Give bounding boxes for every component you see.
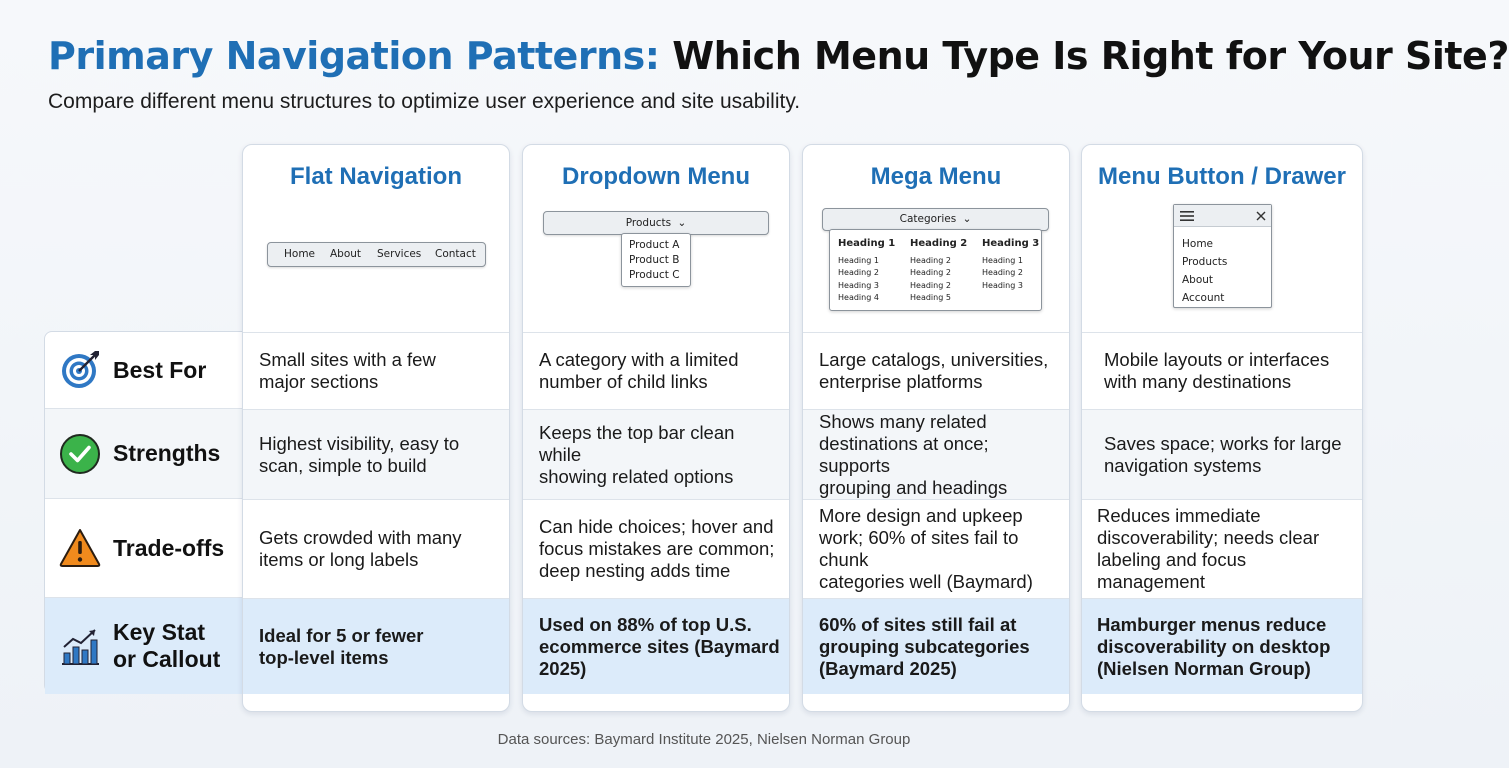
drawer-item: Products (1182, 256, 1228, 268)
cell-best-for (243, 332, 509, 409)
cell-key-stat (523, 598, 789, 694)
cell-line: discoverability on desktop (1097, 635, 1331, 657)
column-header (523, 145, 789, 332)
row-label-text-2: or Callout (113, 646, 221, 672)
close-icon (1256, 211, 1266, 221)
column-header (803, 145, 1069, 332)
cell-line: number of child links (539, 371, 708, 392)
column-menu-drawer (1081, 144, 1363, 712)
cell-line: top-level items (259, 646, 389, 668)
cell-line: Keeps the top bar clean while (539, 421, 735, 465)
mega-item: Heading 1 (982, 256, 1023, 265)
cell-line: Shows many related (819, 410, 987, 432)
cell-best-for (803, 332, 1069, 409)
cell-line: work; 60% of sites fail to chunk (819, 527, 1019, 570)
cell-line: A category with a limited (539, 349, 739, 370)
cell-line: Used on 88% of top U.S. (539, 613, 752, 635)
column-heading: Menu Button / Drawer (1097, 163, 1346, 190)
cell-tradeoffs (1082, 499, 1362, 598)
cell-line: navigation systems (1104, 454, 1262, 476)
flat-nav-item: About (330, 248, 362, 260)
row-label-tradeoffs (45, 499, 245, 598)
cell-line: destinations at once; supports (819, 432, 989, 476)
dropdown-list-mockup (621, 233, 691, 287)
cell-line: More design and upkeep (819, 505, 1023, 526)
cell-line: Highest visibility, easy to (259, 432, 460, 454)
mega-panel-mockup (829, 229, 1042, 311)
mega-item: Heading 2 (838, 268, 879, 278)
flat-nav-item: Contact (435, 248, 476, 260)
mega-group-items (838, 255, 879, 304)
cell-line: (Nielsen Norman Group) (1097, 657, 1311, 679)
dropdown-item: Product C (629, 269, 680, 281)
cell-line: Saves space; works for large (1104, 432, 1342, 454)
cell-line: categories well (Baymard) (819, 571, 1033, 592)
cell-line: labeling and focus management (1097, 549, 1247, 592)
mega-item: Heading 2 (982, 268, 1023, 278)
mega-item: Heading 4 (838, 292, 879, 302)
row-label-text: Strengths (113, 440, 221, 466)
cell-best-for (1082, 332, 1362, 409)
mega-item: Heading 2 (910, 268, 951, 278)
column-header (1082, 145, 1362, 332)
cell-tradeoffs (803, 499, 1069, 598)
row-label-key-stat (45, 598, 245, 694)
cell-line: discoverability; needs clear (1097, 527, 1320, 548)
row-label-text: Best For (113, 356, 207, 383)
data-sources-footer: Data sources: Baymard Institute 2025, Nielsen Norman Group (497, 731, 911, 748)
check-circle-icon (59, 433, 101, 475)
page-title (48, 34, 1509, 78)
title-highlight: Primary Navigation Patterns: (48, 34, 660, 78)
cell-strengths (1082, 409, 1362, 499)
page-subtitle: Compare different menu structures to optimize user experience and site usability. (48, 90, 801, 113)
cell-line: major sections (259, 371, 379, 392)
row-labels (44, 331, 246, 693)
cell-key-stat (243, 598, 509, 694)
cell-line: Reduces immediate (1097, 505, 1261, 526)
mega-item: Heading 1 (838, 256, 879, 265)
drawer-mockup (1173, 204, 1272, 308)
row-label-best-for (45, 332, 245, 409)
cell-tradeoffs (523, 499, 789, 598)
cell-best-for (523, 332, 789, 409)
drawer-items (1182, 235, 1227, 307)
mega-item: Heading 5 (910, 292, 951, 302)
cell-line: enterprise platforms (819, 371, 983, 392)
cell-line: (Baymard 2025) (819, 657, 957, 679)
cell-line: Small sites with a few (259, 349, 436, 370)
cell-line: Gets crowded with many (259, 527, 462, 548)
warning-icon (59, 527, 101, 569)
mega-group-title: Heading 1 (838, 238, 896, 249)
target-icon (59, 349, 101, 391)
cell-key-stat (1082, 598, 1362, 694)
dropdown-trigger-mockup (543, 211, 769, 235)
drawer-item: About (1182, 274, 1214, 286)
cell-line: focus mistakes are common; (539, 538, 775, 559)
mega-item: Heading 2 (910, 256, 951, 265)
cell-line: Large catalogs, universities, (819, 349, 1049, 370)
cell-line: showing related options (539, 465, 734, 487)
drawer-item: Account (1182, 292, 1225, 304)
flat-nav-mockup (267, 242, 486, 267)
cell-line: ecommerce sites (Baymard (539, 635, 780, 657)
mega-item: Heading 2 (910, 280, 951, 290)
cell-strengths (523, 409, 789, 499)
mega-item: Heading 3 (982, 280, 1023, 290)
cell-line: 2025) (539, 657, 587, 679)
column-dropdown-menu (522, 144, 790, 712)
cell-line: Mobile layouts or interfaces (1104, 349, 1330, 370)
dropdown-item: Product B (629, 254, 680, 266)
cell-line: 60% of sites still fail at (819, 613, 1017, 635)
column-heading: Mega Menu (870, 163, 1002, 190)
chevron-down-icon: ⌄ (677, 217, 687, 229)
cell-line: Can hide choices; hover and (539, 516, 774, 537)
column-mega-menu (802, 144, 1070, 712)
cell-line: deep nesting adds time (539, 560, 731, 581)
drawer-item: Home (1182, 238, 1214, 250)
title-rest: Which Menu Type Is Right for Your Site? (672, 34, 1509, 78)
dropdown-trigger-label: Products (625, 217, 672, 229)
mega-group-title: Heading 3 (982, 238, 1040, 249)
mega-trigger-mockup (822, 208, 1049, 231)
cell-strengths (243, 409, 509, 499)
mega-group-items (982, 255, 1023, 292)
mega-trigger-label: Categories (899, 213, 957, 225)
mega-group-title: Heading 2 (910, 238, 968, 249)
bar-chart-icon (59, 625, 101, 667)
cell-line: Hamburger menus reduce (1097, 613, 1327, 635)
row-label-strengths (45, 409, 245, 499)
cell-tradeoffs (243, 499, 509, 598)
hamburger-icon (1180, 211, 1194, 221)
cell-line: items or long labels (259, 549, 419, 570)
cell-line: Ideal for 5 or fewer (259, 624, 424, 646)
cell-line: with many destinations (1104, 371, 1292, 392)
cell-strengths (803, 409, 1069, 499)
column-heading: Dropdown Menu (562, 163, 750, 190)
cell-line: grouping and headings (819, 476, 1008, 498)
column-header (243, 145, 509, 332)
column-flat-navigation (242, 144, 510, 712)
flat-nav-item: Services (377, 248, 422, 260)
row-label-text: Trade-offs (113, 534, 225, 561)
chevron-down-icon: ⌄ (962, 213, 972, 225)
cell-key-stat (803, 598, 1069, 694)
mega-group-items (910, 255, 951, 304)
cell-line: scan, simple to build (259, 454, 427, 476)
column-heading: Flat Navigation (289, 163, 463, 190)
dropdown-item: Product A (629, 239, 680, 251)
flat-nav-item: Home (284, 248, 316, 260)
cell-line: grouping subcategories (819, 635, 1030, 657)
row-label-text: Key Stat (113, 619, 206, 645)
mega-item: Heading 3 (838, 280, 879, 290)
